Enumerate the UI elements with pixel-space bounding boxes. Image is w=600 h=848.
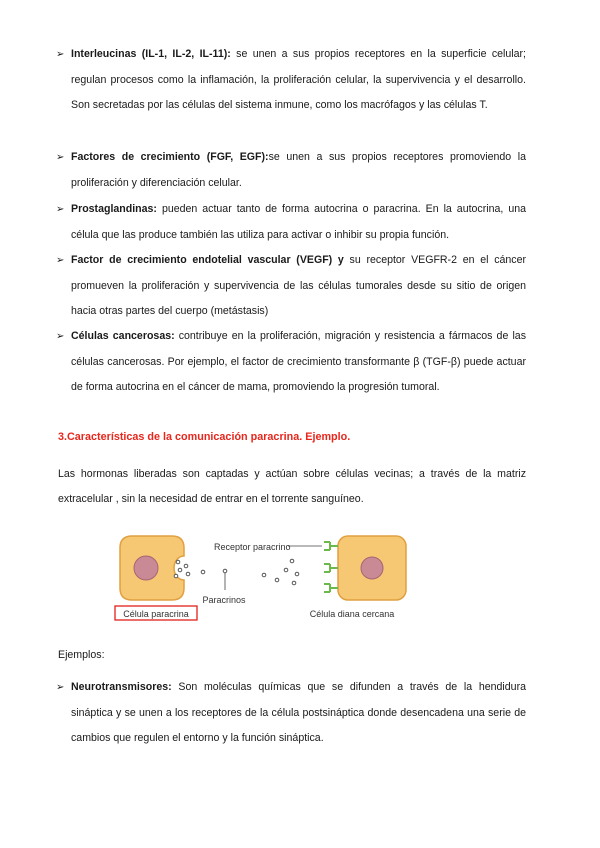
bullet-arrow-icon: ➢ — [56, 152, 65, 163]
section-heading: 3.Características de la comunicación paracrina. Ejemplo. — [58, 431, 351, 443]
receptors — [324, 542, 338, 592]
bullet-vegf — [56, 248, 526, 325]
paracrine-label: Paracrinos — [202, 595, 246, 605]
bullet-term: Interleucinas (IL-1, IL-2, IL-11): — [71, 48, 231, 60]
examples-label: Ejemplos: — [58, 649, 105, 661]
molecule-dot — [186, 572, 190, 576]
target-nucleus — [361, 557, 383, 579]
molecule-dot — [295, 572, 299, 576]
receptor-icon — [324, 542, 338, 550]
receptor-label: Receptor paracrino — [214, 542, 291, 552]
bullet-term: Factores de crecimiento (FGF, EGF): — [71, 151, 269, 163]
source-nucleus — [134, 556, 158, 580]
molecule-dot — [275, 578, 279, 582]
bullet-text: se unen a sus propios receptores promoviendo la proliferación y diferenciación celular. — [71, 151, 527, 189]
molecule-dot — [176, 560, 180, 564]
paracrine-figure — [110, 530, 420, 630]
molecule-dot — [184, 564, 188, 568]
bullet-arrow-icon: ➢ — [56, 49, 65, 60]
molecule-dot — [223, 569, 227, 573]
source-cell-label: Célula paracrina — [123, 609, 189, 619]
bullet-celulas-cancerosas — [56, 324, 526, 401]
bullet-text: su receptor VEGFR-2 en el cáncer promueven la proliferación y supervivencia de las células tumorales desde su sitio de origen hacia otras partes del cuerpo (metástasis) — [71, 254, 526, 317]
bullet-term: Neurotransmisores: — [71, 681, 172, 693]
receptor-icon — [324, 584, 338, 592]
target-cell-label: Célula diana cercana — [309, 609, 395, 619]
bullet-term: Factor de crecimiento endotelial vascular (VEGF) y — [71, 254, 344, 266]
molecule-dot — [262, 573, 266, 577]
molecule-dot — [284, 568, 288, 572]
bullet-term: Prostaglandinas: — [71, 203, 157, 215]
bullet-arrow-icon: ➢ — [56, 255, 65, 266]
bullet-text: pueden actuar tanto de forma autocrina o paracrina. En la autocrina, una célula que las produce también las utiliza para activar o inhibir su propia función. — [71, 203, 526, 241]
bullet-neurotransmisores — [56, 675, 526, 752]
bullet-factores-crecimiento — [56, 145, 526, 196]
intro-paragraph: Las hormonas liberadas son captadas y actúan sobre células vecinas; a través de la matriz extracelular , sin la necesidad de entrar en el torrente sanguíneo. — [58, 468, 526, 505]
molecule-dot — [174, 574, 178, 578]
bullet-text: Son moléculas químicas que se difunden a través de la hendidura sináptica y se unen a los receptores de la célula postsináptica donde desencadena una serie de cambios que regulen el entorno y la función sináptica. — [71, 681, 526, 744]
bullet-interleucinas — [56, 42, 526, 119]
molecule-dot — [201, 570, 205, 574]
molecule-dot — [292, 581, 296, 585]
bullet-text: contribuye en la proliferación, migración y resistencia a fármacos de las células cancerosas. Por ejemplo, el factor de crecimiento transformante β (TGF-β) puede actuar de forma autocrina en el cáncer de mama, promoviendo la progresión tumoral. — [71, 330, 526, 393]
paracrine-molecules — [174, 559, 299, 585]
bullet-text: se unen a sus propios receptores en la superficie celular; regulan procesos como la inflamación, la proliferación celular, la supervivencia y el desarrollo. Son secretadas por las células del sistema inmune, como los macrófagos y las células T. — [71, 48, 526, 111]
bullet-term: Células cancerosas: — [71, 330, 175, 342]
molecule-dot — [290, 559, 294, 563]
bullet-arrow-icon: ➢ — [56, 331, 65, 342]
receptor-icon — [324, 564, 338, 572]
molecule-dot — [178, 568, 182, 572]
bullet-arrow-icon: ➢ — [56, 682, 65, 693]
bullet-prostaglandinas — [56, 197, 526, 248]
bullet-arrow-icon: ➢ — [56, 204, 65, 215]
